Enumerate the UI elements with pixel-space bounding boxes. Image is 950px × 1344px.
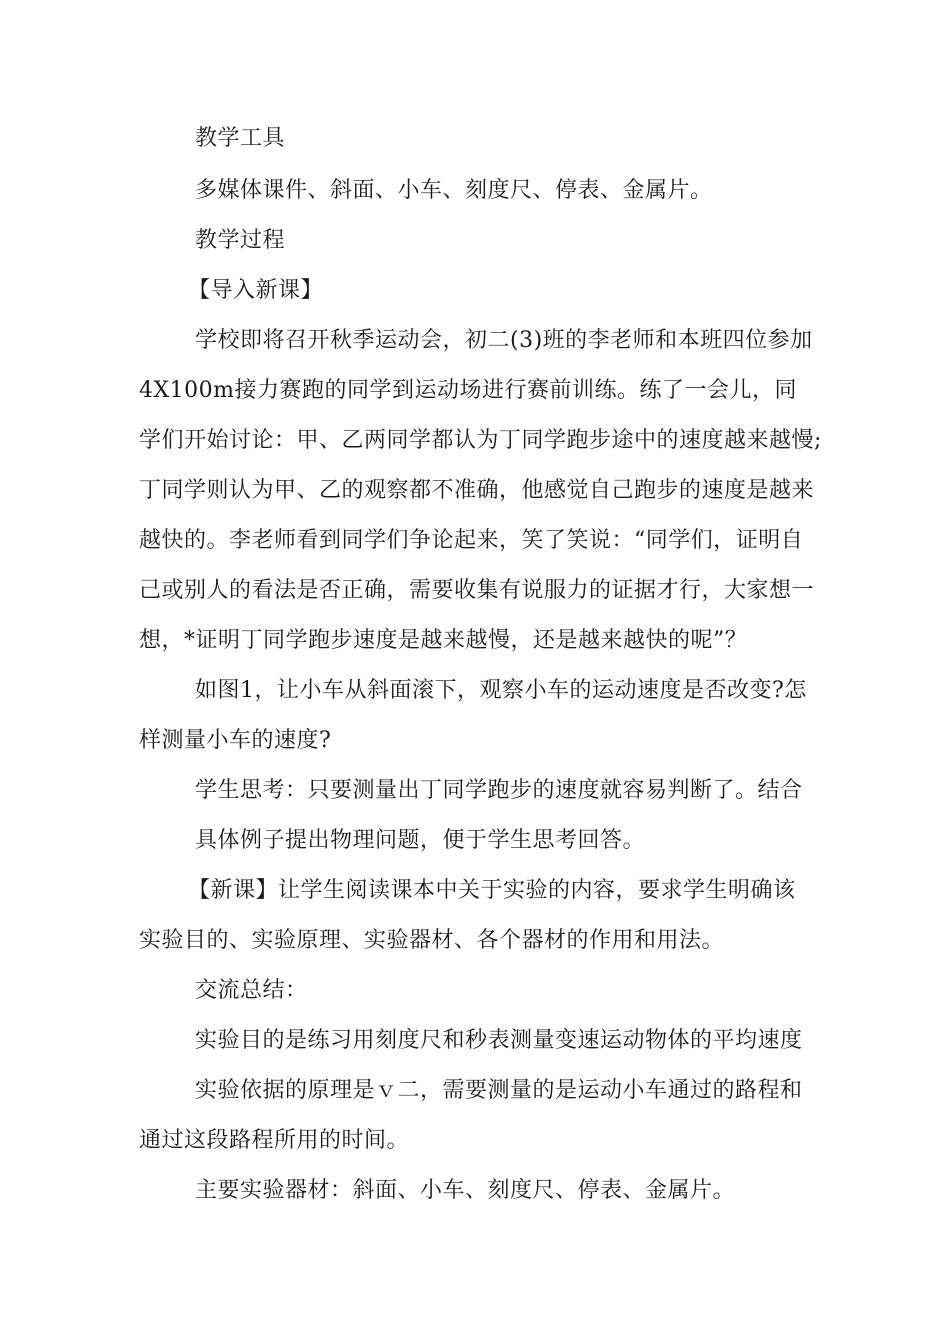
paragraph-line: 通过这段路程所用的时间。	[139, 1128, 410, 1153]
paragraph-line: 样测量小车的速度?	[139, 728, 332, 753]
paragraph-line: 越快的。李老师看到同学们争论起来，笑了笑说：“同学们，证明自	[139, 528, 804, 553]
paragraph-line: 己或别人的看法是否正确，需要收集有说服力的证据才行，大家想一	[139, 578, 815, 603]
paragraph-line: 想，*证明丁同学跑步速度是越来越慢，还是越来越快的呢”？	[139, 628, 748, 653]
heading-teaching-process: 教学过程	[195, 228, 286, 253]
paragraph-line: 学们开始讨论：甲、乙两同学都认为丁同学跑步途中的速度越来越慢;	[139, 428, 822, 453]
paragraph-line: 具体例子提出物理问题，便于学生思考回答。	[195, 828, 646, 853]
paragraph-line: 实验目的、实验原理、实验器材、各个器材的作用和用法。	[139, 928, 725, 953]
paragraph-line: 4X100m接力赛跑的同学到运动场进行赛前训练。练了一会儿，同	[139, 378, 798, 403]
paragraph-line: 多媒体课件、斜面、小车、刻度尺、停表、金属片。	[195, 178, 713, 203]
heading-teaching-tools: 教学工具	[195, 126, 286, 151]
paragraph-line: 实验依据的原理是ｖ二，需要测量的是运动小车通过的路程和	[195, 1078, 803, 1103]
paragraph-line: 【新课】让学生阅读课本中关于实验的内容，要求学生明确该	[188, 878, 796, 903]
paragraph-line: 学生思考：只要测量出丁同学跑步的速度就容易判断了。结合	[195, 778, 803, 803]
paragraph-line: 交流总结：	[195, 978, 308, 1003]
paragraph-line: 学校即将召开秋季运动会，初二(3)班的李老师和本班四位参加	[195, 328, 813, 353]
paragraph-line: 实验目的是练习用刻度尺和秒表测量变速运动物体的平均速度	[195, 1028, 803, 1053]
heading-intro-lesson: 【导入新课】	[188, 278, 324, 303]
paragraph-line: 丁同学则认为甲、乙的观察都不准确，他感觉自己跑步的速度是越来	[139, 478, 815, 503]
paragraph-line: 主要实验器材：斜面、小车、刻度尺、停表、金属片。	[195, 1178, 736, 1203]
paragraph-line: 如图1，让小车从斜面滚下，观察小车的运动速度是否改变?怎	[195, 678, 807, 703]
